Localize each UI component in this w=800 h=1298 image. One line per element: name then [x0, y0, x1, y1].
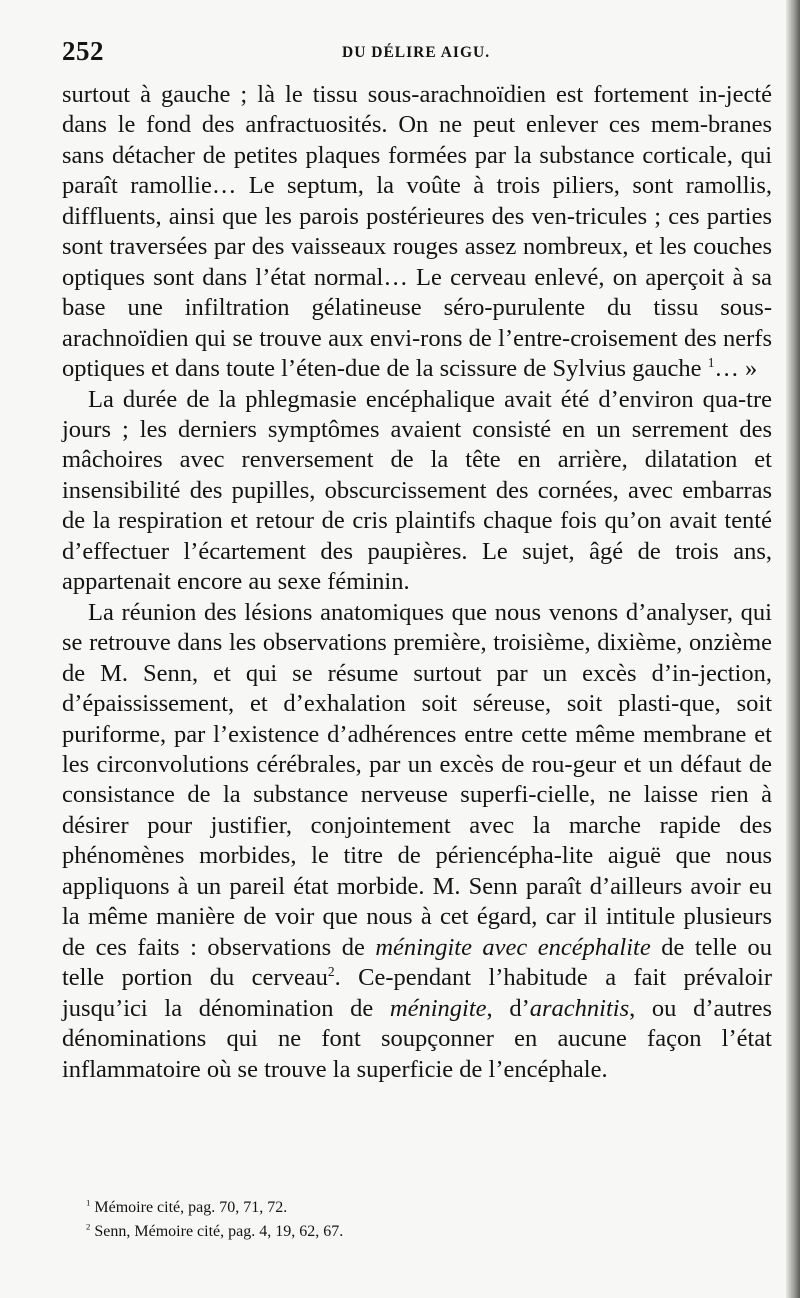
running-head: DU DÉLIRE AIGU.: [342, 44, 491, 61]
text-run: , d’: [486, 994, 530, 1022]
page-edge-shadow: [786, 0, 800, 1298]
footnote: [86, 1220, 766, 1244]
text-run: La durée de la phlegmasie encéphalique avait été d’environ qua-tre jours ; les derniers symptômes avaient consisté en un serrement des mâchoires avec renversement de la tête en arrière, dilatation et insensibilité des pupilles, obscurcissement des cornées, avec embarras de la respiration et retour de cris plaintifs chaque fois qu’on avait tenté d’effectuer l’écartement des paupières. Le sujet, âgé de trois ans, appartenait encore au sexe féminin.: [62, 385, 772, 596]
text-run: , ou d’autres dénominations qui ne font soupçonner en aucune façon l’état inflammatoire où se trouve la superficie de l’encéphale.: [62, 994, 772, 1083]
paragraph: [62, 80, 772, 385]
footnote-reference: 1: [707, 354, 715, 370]
text-run: de telle ou telle portion du cerveau: [62, 933, 773, 992]
paragraph: [62, 598, 772, 1085]
italic-text: méningite: [389, 994, 487, 1022]
footnotes: [86, 1196, 766, 1244]
text-run: La réunion des lésions anatomiques que nous venons d’analyser, qui se retrouve dans les observations première, troisième, dixième, onzième de M. Senn, et qui se résume surtout par un excès d’in-jection, d’épaississement, et d’exhalation soit séreuse, soit plasti-que, soit puriforme, par l’existence d’adhérences entre cette même membrane et les circonvolutions cérébrales, par un excès de rou-geur et un défaut de consistance de la substance nerveuse superfi-cielle, ne laisse rien à désirer pour justifier, conjointement avec la marche rapide des phénomènes morbides, le titre de périencépha-lite aiguë que nous appliquons à un pareil état morbide. M. Senn paraît d’ailleurs avoir eu la même manière de voir que nous à cet égard, car il intitule plusieurs de ces faits : observations de: [62, 598, 772, 961]
text-run: … »: [714, 355, 758, 383]
text-run: surtout à gauche ; là le tissu sous-arachnoïdien est fortement in-jecté dans le fond des anfractuosités. On ne peut enlever ces mem-branes sans détacher de petites plaques formées par la substance corticale, qui paraît ramollie… Le septum, la voûte à trois piliers, sont ramollis, diffluents, ainsi que les parois postérieures des ven-tricules ; ces parties sont traversées par des vaisseaux rouges assez nombreux, et les couches optiques sont dans l’état normal… Le cerveau enlevé, on aperçoit à sa base une infiltration gélatineuse séro-purulente du tissu sous-arachnoïdien qui se trouve aux envi-rons de l’entre-croisement des nerfs optiques et dans toute l’éten-due de la scissure de Sylvius gauche: [62, 81, 772, 383]
footnote: [86, 1196, 766, 1220]
italic-text: méningite avec encéphalite: [375, 933, 651, 961]
footnote-text: Mémoire cité, pag. 70, 71, 72.: [90, 1199, 288, 1216]
footnote-marker: 1: [86, 1197, 91, 1208]
page-number: 252: [62, 36, 104, 66]
italic-text: arachnitis: [529, 994, 630, 1022]
footnote-text: Senn, Mémoire cité, pag. 4, 19, 62, 67.: [90, 1223, 344, 1240]
footnote-marker: 2: [86, 1221, 91, 1232]
body-text: [62, 80, 772, 1085]
paragraph: [62, 385, 772, 598]
text-run: . Ce-pendant l’habitude a fait prévaloir jusqu’ici la dénomination de: [62, 964, 772, 1022]
footnote-reference: 2: [327, 963, 335, 979]
page-header: [62, 36, 770, 72]
